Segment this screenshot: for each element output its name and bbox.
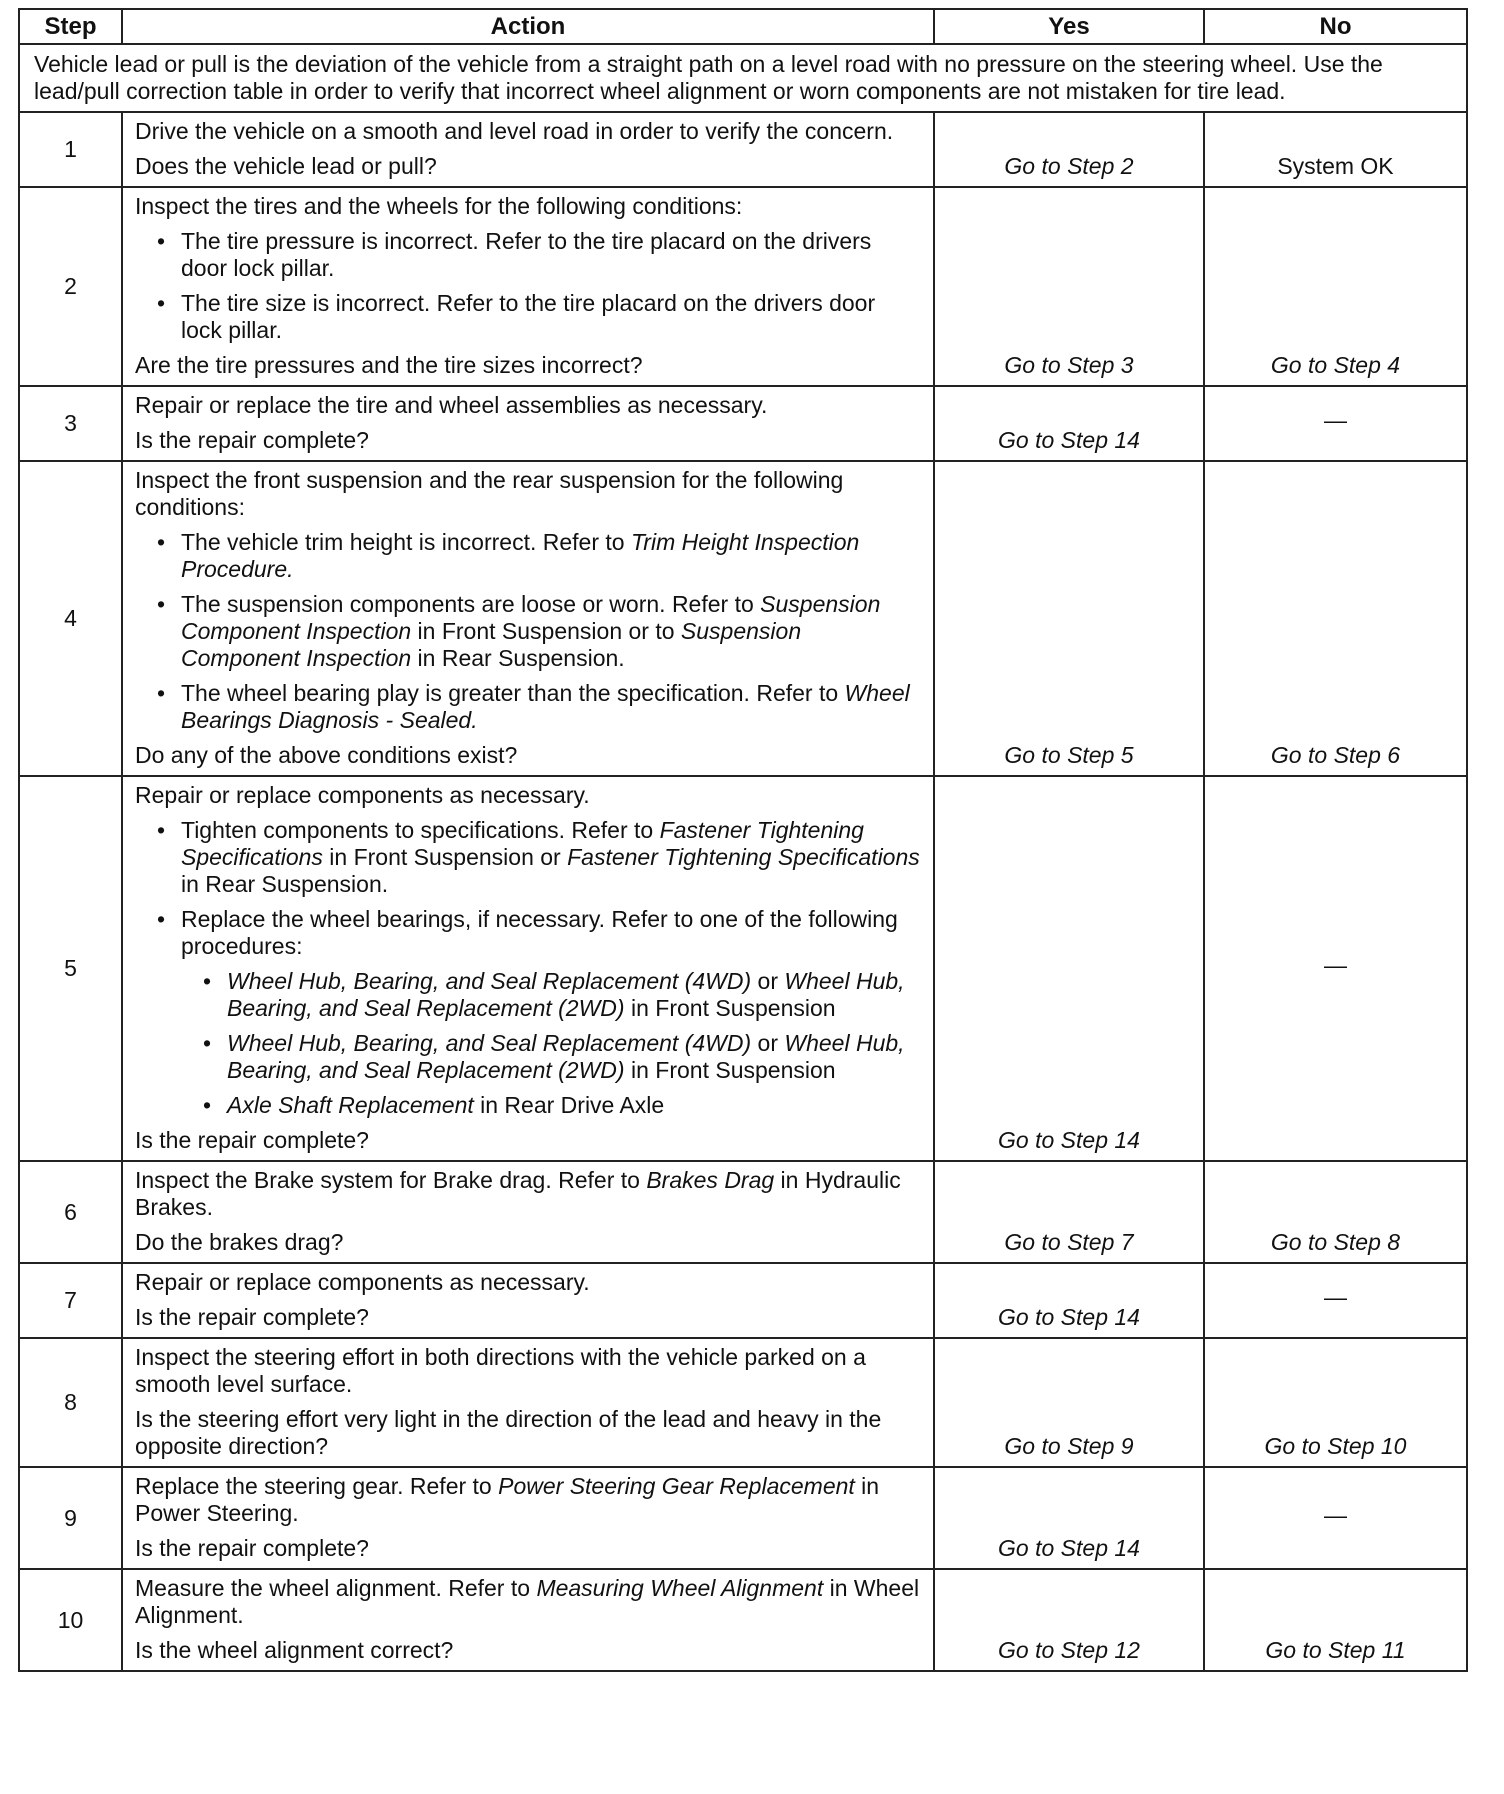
reference-link[interactable]: Axle Shaft Replacement <box>227 1092 474 1118</box>
bullet-text: in Rear Suspension. <box>411 645 625 671</box>
reference-link[interactable]: Suspension Component Inspection <box>181 618 802 671</box>
bullet-text: in Rear Suspension. <box>181 871 389 897</box>
yes-result: Go to Step 12 <box>934 1569 1204 1671</box>
procedure-list <box>181 968 921 1119</box>
step-number: 10 <box>19 1569 122 1671</box>
bullet-text: or <box>751 1030 785 1056</box>
step-number: 7 <box>19 1263 122 1338</box>
action-text: Repair or replace components as necessary. <box>135 782 590 808</box>
bullet-text: Tighten components to specifications. Refer to <box>181 817 660 843</box>
step-number: 9 <box>19 1467 122 1569</box>
step-action <box>122 461 934 776</box>
step-number: 2 <box>19 187 122 386</box>
yes-result: Go to Step 5 <box>934 461 1204 776</box>
yes-result: Go to Step 14 <box>934 776 1204 1161</box>
table-row <box>19 776 1467 1161</box>
no-result: — <box>1204 1263 1467 1338</box>
step-number: 8 <box>19 1338 122 1467</box>
reference-link[interactable]: Fastener Tightening Specifications <box>181 817 864 870</box>
action-text-part: Measure the wheel alignment. Refer to <box>135 1575 537 1601</box>
action-text-part: Replace the steering gear. Refer to <box>135 1473 499 1499</box>
reference-link[interactable]: Wheel Hub, Bearing, and Seal Replacement (2WD) <box>227 1030 905 1083</box>
bullet-text: Replace the wheel bearings, if necessary. Refer to one of the following procedures: <box>181 906 898 959</box>
step-number: 5 <box>19 776 122 1161</box>
step-action <box>122 187 934 386</box>
reference-link[interactable]: Trim Height Inspection Procedure. <box>181 529 860 582</box>
reference-link[interactable]: Measuring Wheel Alignment <box>536 1575 824 1601</box>
list-item <box>181 817 921 898</box>
no-result: — <box>1204 386 1467 461</box>
no-result: Go to Step 4 <box>1204 187 1467 386</box>
list-item <box>227 968 921 1022</box>
bullet-text: or <box>751 968 785 994</box>
step-action <box>122 776 934 1161</box>
action-question: Do any of the above conditions exist? <box>135 742 518 768</box>
reference-link[interactable]: Brakes Drag <box>646 1167 775 1193</box>
action-question: Does the vehicle lead or pull? <box>135 153 437 179</box>
yes-result: Go to Step 14 <box>934 386 1204 461</box>
step-action <box>122 1467 934 1569</box>
bullet-text: in Front Suspension <box>624 995 836 1021</box>
list-item <box>181 591 921 672</box>
action-question: Is the repair complete? <box>135 1535 369 1561</box>
yes-result: Go to Step 2 <box>934 112 1204 187</box>
action-question: Do the brakes drag? <box>135 1229 344 1255</box>
condition-list <box>135 228 921 344</box>
action-question: Is the wheel alignment correct? <box>135 1637 454 1663</box>
intro-text: Vehicle lead or pull is the deviation of the vehicle from a straight path on a level road with no pressure on the steering wheel. Use the lead/pull correction table in order to verify that incorrect wheel alignment or worn components are not mistaken for tire lead. <box>19 44 1467 112</box>
intro-row <box>19 44 1467 112</box>
table-row <box>19 1467 1467 1569</box>
bullet-text: in Front Suspension <box>624 1057 836 1083</box>
no-result: System OK <box>1204 112 1467 187</box>
action-question: Are the tire pressures and the tire sizes incorrect? <box>135 352 643 378</box>
table-row <box>19 1338 1467 1467</box>
diagnostic-table <box>18 8 1468 1672</box>
condition-list <box>135 529 921 734</box>
step-number: 4 <box>19 461 122 776</box>
step-action <box>122 1161 934 1263</box>
step-action <box>122 112 934 187</box>
no-result: Go to Step 11 <box>1204 1569 1467 1671</box>
action-text-part: in Power Steering. <box>135 1473 880 1526</box>
table-row <box>19 112 1467 187</box>
step-number: 1 <box>19 112 122 187</box>
step-number: 6 <box>19 1161 122 1263</box>
action-question: Is the repair complete? <box>135 1304 369 1330</box>
list-item <box>227 1030 921 1084</box>
no-result: Go to Step 10 <box>1204 1338 1467 1467</box>
action-text-part: in Wheel Alignment. <box>135 1575 920 1628</box>
header-no: No <box>1204 9 1467 44</box>
reference-link[interactable]: Wheel Hub, Bearing, and Seal Replacement (4WD) <box>227 968 752 994</box>
action-text: Inspect the front suspension and the rear suspension for the following conditions: <box>135 467 844 520</box>
header-action: Action <box>122 9 934 44</box>
bullet-text: in Rear Drive Axle <box>473 1092 665 1118</box>
action-text: Inspect the tires and the wheels for the following conditions: <box>135 193 743 219</box>
header-step: Step <box>19 9 122 44</box>
reference-link[interactable]: Suspension Component Inspection <box>181 591 881 644</box>
yes-result: Go to Step 9 <box>934 1338 1204 1467</box>
step-action <box>122 1569 934 1671</box>
list-item <box>227 1092 921 1119</box>
action-question: Is the repair complete? <box>135 1127 369 1153</box>
no-result: Go to Step 6 <box>1204 461 1467 776</box>
condition-list <box>135 817 921 1119</box>
step-number: 3 <box>19 386 122 461</box>
table-row <box>19 386 1467 461</box>
table-row <box>19 187 1467 386</box>
bullet-text: in Front Suspension or <box>322 844 568 870</box>
no-result: Go to Step 8 <box>1204 1161 1467 1263</box>
list-item <box>181 529 921 583</box>
table-row <box>19 1569 1467 1671</box>
action-text <box>135 1167 921 1221</box>
table-row <box>19 1263 1467 1338</box>
bullet-text: The wheel bearing play is greater than the specification. Refer to <box>181 680 845 706</box>
action-question: Is the repair complete? <box>135 427 369 453</box>
no-result: — <box>1204 776 1467 1161</box>
action-text <box>135 1575 921 1629</box>
bullet-text: in Front Suspension or to <box>411 618 681 644</box>
step-action <box>122 1263 934 1338</box>
reference-link[interactable]: Wheel Hub, Bearing, and Seal Replacement (2WD) <box>227 968 905 1021</box>
bullet-text: The suspension components are loose or worn. Refer to <box>181 591 761 617</box>
action-text <box>135 1473 921 1527</box>
yes-result: Go to Step 7 <box>934 1161 1204 1263</box>
action-text: Repair or replace components as necessary. <box>135 1269 590 1295</box>
table-row <box>19 461 1467 776</box>
list-item <box>181 906 921 1119</box>
action-text: Repair or replace the tire and wheel assemblies as necessary. <box>135 392 768 418</box>
action-text-part: Inspect the Brake system for Brake drag. Refer to <box>135 1167 647 1193</box>
reference-link[interactable]: Fastener Tightening Specifications <box>567 844 920 870</box>
step-action <box>122 386 934 461</box>
list-item: • The tire size is incorrect. Refer to the tire placard on the drivers door lock pillar. <box>181 290 921 344</box>
step-action <box>122 1338 934 1467</box>
header-yes: Yes <box>934 9 1204 44</box>
action-text: Inspect the steering effort in both directions with the vehicle parked on a smooth level surface. <box>135 1344 866 1397</box>
action-text: Drive the vehicle on a smooth and level road in order to verify the concern. <box>135 118 894 144</box>
yes-result: Go to Step 14 <box>934 1467 1204 1569</box>
bullet-text: The vehicle trim height is incorrect. Refer to <box>181 529 631 555</box>
reference-link[interactable]: Power Steering Gear Replacement <box>498 1473 855 1499</box>
reference-link[interactable]: Wheel Hub, Bearing, and Seal Replacement (4WD) <box>227 1030 752 1056</box>
no-result: — <box>1204 1467 1467 1569</box>
action-question: Is the steering effort very light in the direction of the lead and heavy in the opposite direction? <box>135 1406 882 1459</box>
list-item <box>181 680 921 734</box>
yes-result: Go to Step 3 <box>934 187 1204 386</box>
list-item: • The tire pressure is incorrect. Refer to the tire placard on the drivers door lock pillar. <box>181 228 921 282</box>
header-row <box>19 9 1467 44</box>
reference-link[interactable]: Wheel Bearings Diagnosis - Sealed. <box>181 680 910 733</box>
table-row <box>19 1161 1467 1263</box>
yes-result: Go to Step 14 <box>934 1263 1204 1338</box>
action-text-part: in Hydraulic Brakes. <box>135 1167 901 1220</box>
